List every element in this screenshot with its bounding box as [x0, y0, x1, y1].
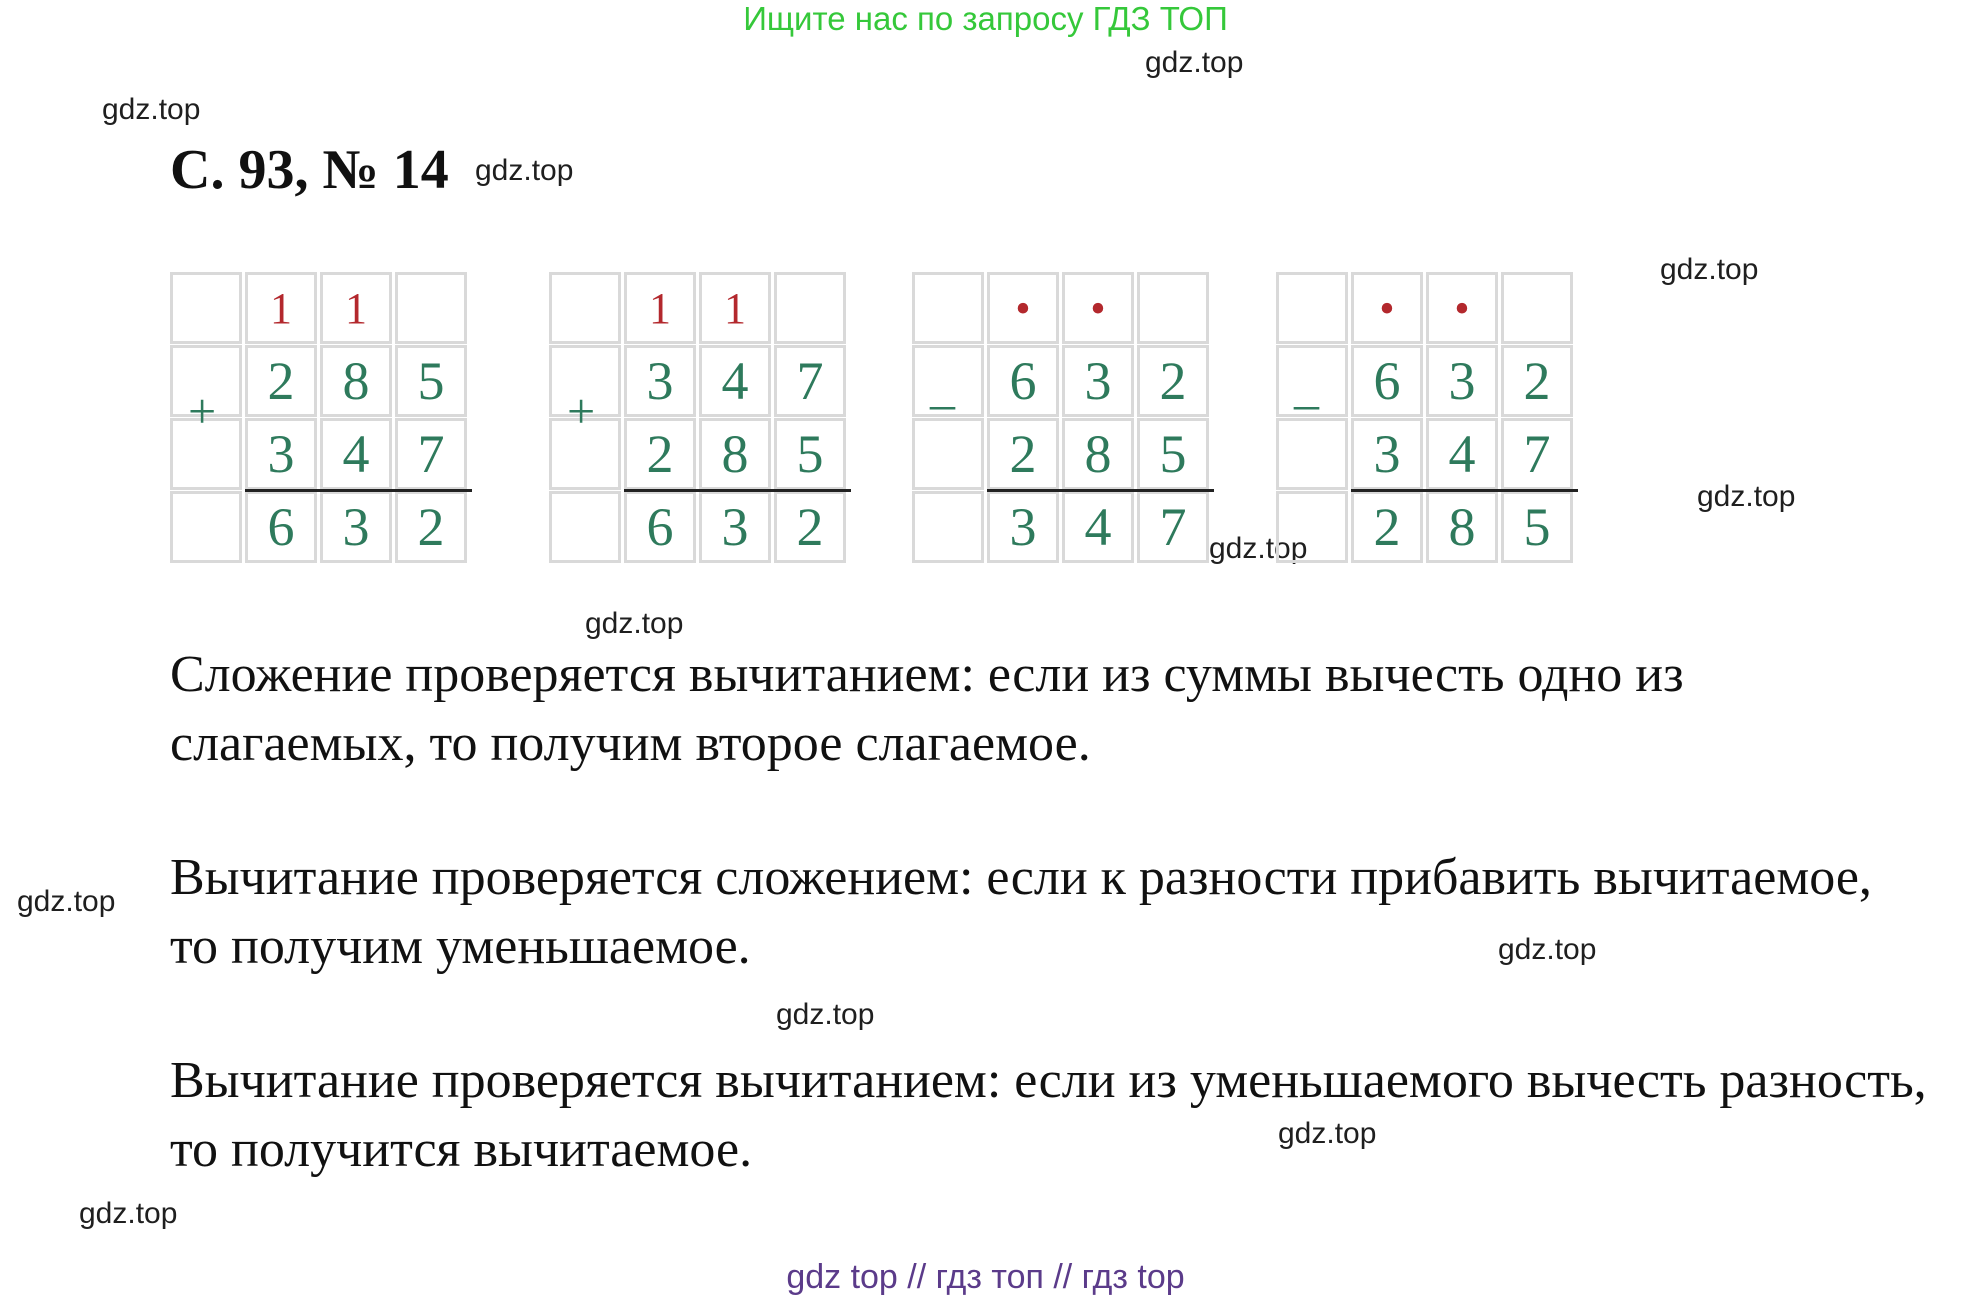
carry-cell: •	[1426, 272, 1498, 344]
operand-cell: 2	[245, 345, 317, 417]
carry-cell	[170, 272, 242, 344]
carry-cell: •	[987, 272, 1059, 344]
watermark: gdz.top	[79, 1197, 178, 1230]
operand-cell: 8	[1062, 418, 1134, 490]
paragraph-subtraction-check-by-addition: Вычитание проверяется сложением: если к разности прибавить вычитаемое, то получим уменьшаемое.	[170, 849, 1872, 975]
result-cell	[549, 491, 621, 563]
watermark: gdz.top	[1145, 46, 1244, 79]
plus-sign: +	[188, 383, 217, 439]
result-cell: 5	[1501, 491, 1573, 563]
result-line	[245, 489, 472, 492]
watermark: gdz.top	[585, 607, 684, 640]
paragraph-subtraction-check-by-subtraction: Вычитание проверяется вычитанием: если из уменьшаемого вычесть разность, то получится вычитаемое.	[170, 1052, 1927, 1178]
carry-cell	[774, 272, 846, 344]
operand-cell: 3	[245, 418, 317, 490]
carry-cell: •	[1351, 272, 1423, 344]
result-cell	[170, 491, 242, 563]
watermark: gdz.top	[1697, 480, 1796, 513]
result-line	[624, 489, 851, 492]
carry-cell	[549, 272, 621, 344]
watermark: gdz.top	[1498, 933, 1597, 966]
operand-cell: 6	[1351, 345, 1423, 417]
minus-sign: –	[1294, 375, 1319, 431]
operand-cell: 8	[320, 345, 392, 417]
result-cell: 2	[774, 491, 846, 563]
operand-cell: 4	[699, 345, 771, 417]
result-line	[1351, 489, 1578, 492]
operand-cell: 3	[624, 345, 696, 417]
operand-cell: 4	[1426, 418, 1498, 490]
carry-cell	[1137, 272, 1209, 344]
result-cell: 3	[699, 491, 771, 563]
operand-cell: 5	[395, 345, 467, 417]
carry-cell: 1	[320, 272, 392, 344]
operand-cell: 3	[1062, 345, 1134, 417]
carry-cell: •	[1062, 272, 1134, 344]
result-cell: 3	[987, 491, 1059, 563]
footer-links: gdz top // гдз топ // гдз top	[786, 1258, 1185, 1296]
search-banner: Ищите нас по запросу ГДЗ ТОП	[743, 0, 1228, 37]
result-cell: 2	[395, 491, 467, 563]
carry-cell	[1276, 272, 1348, 344]
carry-cell	[912, 272, 984, 344]
operand-cell: 2	[1137, 345, 1209, 417]
carry-cell: 1	[624, 272, 696, 344]
result-cell	[912, 491, 984, 563]
operand-cell: 2	[1501, 345, 1573, 417]
operand-cell: 7	[774, 345, 846, 417]
operand-cell: 3	[1426, 345, 1498, 417]
operand-cell: 2	[624, 418, 696, 490]
watermark: gdz.top	[102, 93, 201, 126]
operand-cell: 4	[320, 418, 392, 490]
watermark: gdz.top	[776, 998, 875, 1031]
watermark: gdz.top	[1278, 1117, 1377, 1150]
watermark: gdz.top	[1209, 532, 1308, 565]
watermark: gdz.top	[1660, 253, 1759, 286]
plus-sign: +	[567, 383, 596, 439]
watermark: gdz.top	[17, 885, 116, 918]
result-cell: 8	[1426, 491, 1498, 563]
carry-cell: 1	[699, 272, 771, 344]
result-cell	[1276, 491, 1348, 563]
result-cell: 2	[1351, 491, 1423, 563]
result-line	[987, 489, 1214, 492]
carry-cell: 1	[245, 272, 317, 344]
operand-cell: 5	[1137, 418, 1209, 490]
carry-cell	[1501, 272, 1573, 344]
result-cell: 7	[1137, 491, 1209, 563]
result-cell: 3	[320, 491, 392, 563]
watermark: gdz.top	[475, 154, 574, 187]
result-cell: 6	[245, 491, 317, 563]
result-cell: 6	[624, 491, 696, 563]
operand-cell: 6	[987, 345, 1059, 417]
operand-cell: 3	[1351, 418, 1423, 490]
page-title: С. 93, № 14	[170, 139, 449, 201]
operand-cell: 7	[395, 418, 467, 490]
operand-cell: 7	[1501, 418, 1573, 490]
minus-sign: –	[930, 375, 955, 431]
carry-cell	[395, 272, 467, 344]
operand-cell: 2	[987, 418, 1059, 490]
paragraph-addition-check: Сложение проверяется вычитанием: если из суммы вычесть одно из слагаемых, то получим второе слагаемое.	[170, 646, 1684, 772]
result-cell: 4	[1062, 491, 1134, 563]
operand-cell: 8	[699, 418, 771, 490]
operand-cell: 5	[774, 418, 846, 490]
